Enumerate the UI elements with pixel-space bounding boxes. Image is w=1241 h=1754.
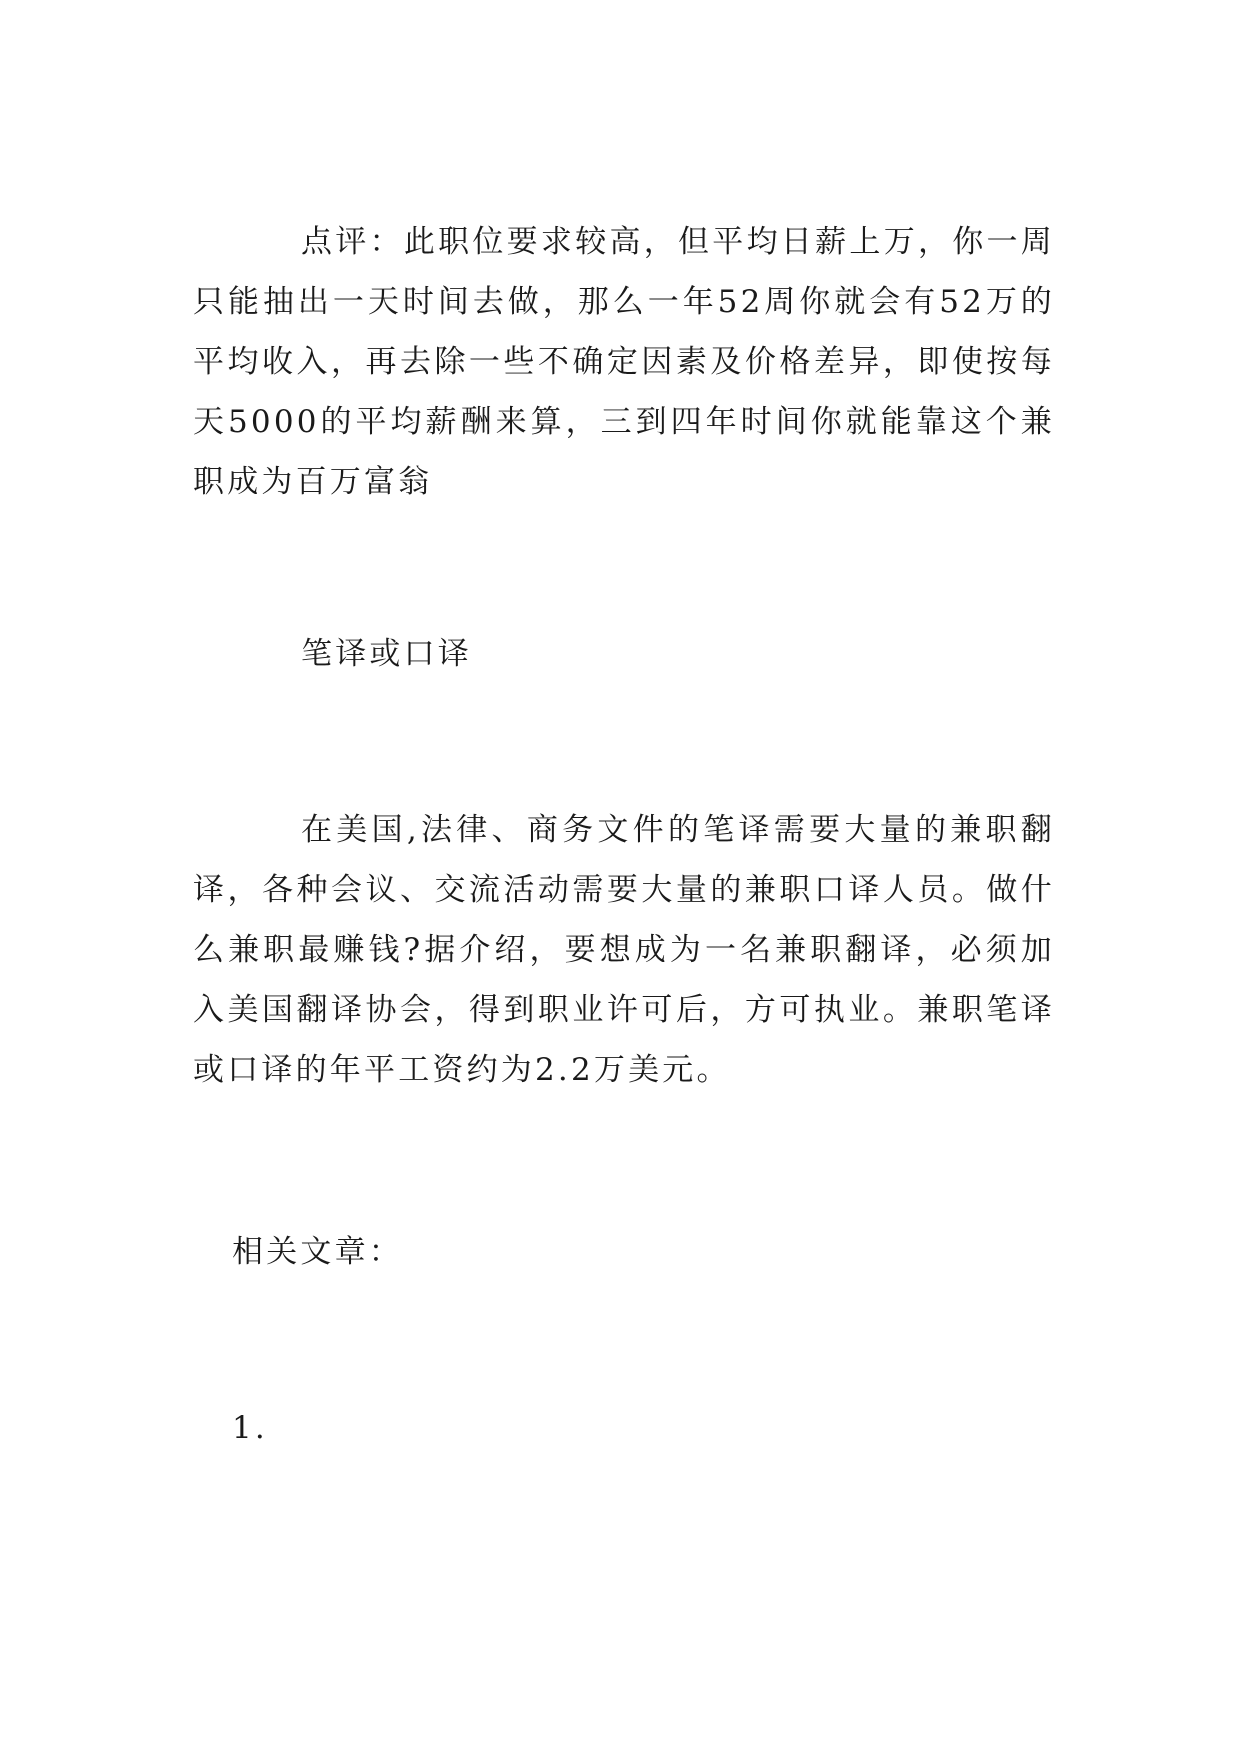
related-articles-label: 相关文章： <box>232 1234 403 1270</box>
related-article-item[interactable]: 1. <box>232 1410 268 1446</box>
comment-paragraph: 点评：此职位要求较高，但平均日薪上万，你一周只能抽出一天时间去做，那么一年52周你就会有52万的平均收入，再去除一些不确定因素及价格差异，即使按每天5000的平均薪酬来算，三到四年时间你就能靠这个兼职成为百万富翁 <box>193 224 1055 500</box>
translation-paragraph: 在美国,法律、商务文件的笔译需要大量的兼职翻译，各种会议、交流活动需要大量的兼职口译人员。做什么兼职最赚钱?据介绍，要想成为一名兼职翻译，必须加入美国翻译协会，得到职业许可后，方可执业。兼职笔译或口译的年平工资约为2.2万美元。 <box>193 812 1055 1088</box>
section-heading: 笔译或口译 <box>301 636 472 672</box>
